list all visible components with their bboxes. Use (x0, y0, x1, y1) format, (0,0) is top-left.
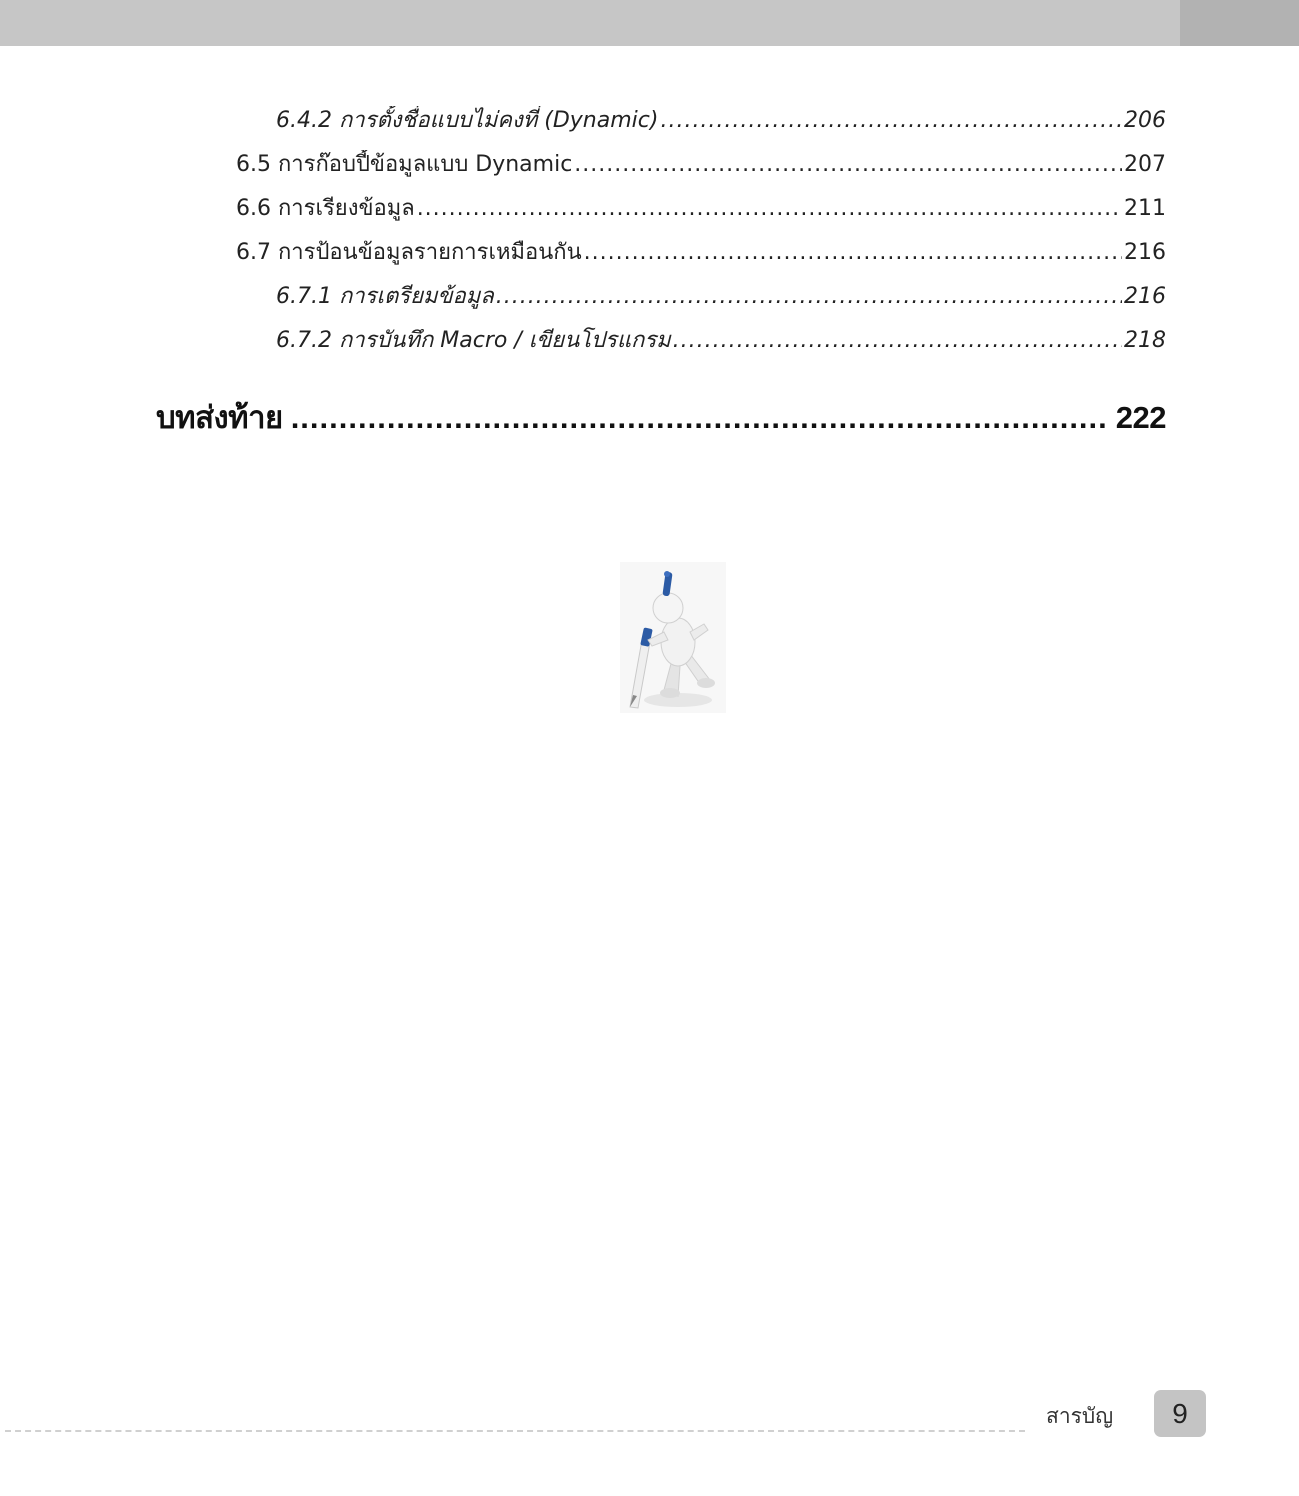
toc-entry-label: 6.7.2 การบันทึก Macro / เขียนโปรแกรม (276, 328, 671, 353)
toc-entry-6-5[interactable] (236, 150, 1166, 180)
dot-leader (291, 396, 1108, 440)
toc-entry-6-7-1[interactable] (276, 282, 1166, 312)
dot-leader (417, 194, 1122, 224)
dot-leader (574, 150, 1122, 180)
footer-dashed-rule (5, 1430, 1025, 1432)
toc-entry-page: 216 (1124, 240, 1166, 265)
toc-entry-page: 211 (1124, 196, 1166, 221)
toc-chapter-label: บทส่งท้าย (156, 400, 283, 435)
footer-section-label: สารบัญ (1046, 1404, 1114, 1428)
dot-leader (673, 326, 1122, 356)
toc-chapter-page: 222 (1115, 400, 1166, 435)
toc-entry-6-4-2[interactable] (276, 106, 1166, 136)
top-bar-tab (1180, 0, 1299, 46)
toc-entry-page: 207 (1124, 152, 1166, 177)
dot-leader (496, 282, 1122, 312)
page-number-badge: 9 (1154, 1390, 1206, 1437)
toc-entry-label: 6.7.1 การเตรียมข้อมูล (276, 284, 494, 309)
figure-with-pen-icon (620, 562, 726, 713)
toc-chapter-epilogue[interactable] (156, 396, 1166, 440)
toc-entry-label: 6.7 การป้อนข้อมูลรายการเหมือนกัน (236, 240, 582, 265)
toc-entry-label: 6.5 การก๊อบปี้ข้อมูลแบบ Dynamic (236, 152, 573, 177)
toc-entry-label: 6.6 การเรียงข้อมูล (236, 196, 415, 221)
toc-entry-label: 6.4.2 การตั้งชื่อแบบไม่คงที่ (Dynamic) (276, 108, 659, 133)
dot-leader (584, 238, 1122, 268)
toc-entry-6-6[interactable] (236, 194, 1166, 224)
toc-entry-page: 218 (1124, 328, 1166, 353)
toc-entry-6-7[interactable] (236, 238, 1166, 268)
dot-leader (660, 106, 1122, 136)
toc-entry-6-7-2[interactable] (276, 326, 1166, 356)
toc-entry-page: 216 (1124, 284, 1166, 309)
top-bar (0, 0, 1180, 46)
toc-entry-page: 206 (1124, 108, 1166, 133)
